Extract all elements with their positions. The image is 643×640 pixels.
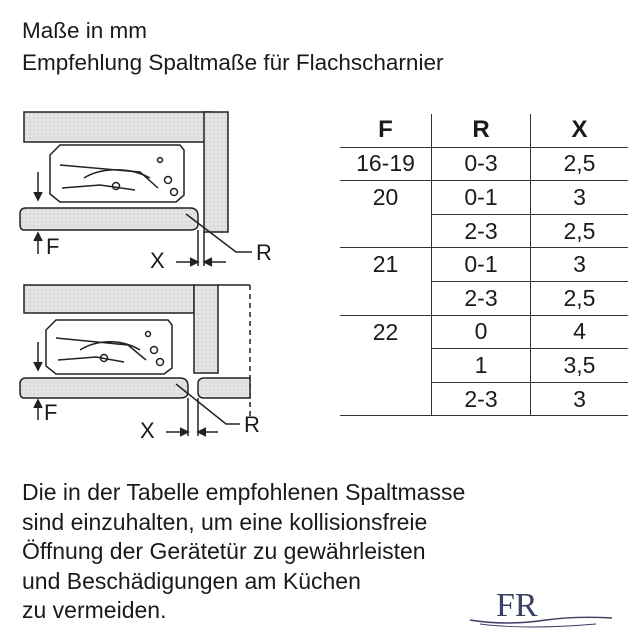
cell-r: 1 [432,349,531,383]
paragraph-line: und Beschädigungen am Küchen [22,567,361,594]
header-f: F [340,114,432,147]
instruction-paragraph [22,478,465,626]
label-x-bottom: X [140,418,155,443]
cell-r: 0-1 [432,181,531,215]
label-r-bottom: R [244,412,260,437]
adjacent-door [198,378,250,398]
table-row [340,281,628,315]
door-panel-bottom [20,378,188,398]
cell-f: 20 [340,181,432,215]
cell-r: 2-3 [432,281,531,315]
header-r: R [432,114,531,147]
heading-units: Maße in mm [22,18,148,43]
cell-x: 3 [531,382,629,416]
label-f-top: F [46,234,60,259]
header-x: X [531,114,629,147]
table-row [340,147,628,181]
paragraph-line: Öffnung der Gerätetür zu gewährleisten [22,538,426,564]
cabinet-side-panel [204,112,228,232]
cell-f: 21 [340,248,432,282]
cell-r: 0-3 [432,147,531,181]
label-f-bottom: F [44,400,58,425]
hinge-body [50,145,184,202]
cell-f [340,281,432,315]
cell-r: 2-3 [432,214,531,248]
cell-x: 2,5 [531,214,629,248]
table-row [340,214,628,248]
door-panel-top [20,208,198,230]
cell-x: 3 [531,181,629,215]
cabinet-side-panel-2 [194,285,218,373]
cell-f [340,214,432,248]
hinge-diagram [0,0,335,450]
table-row [340,181,628,215]
cell-x: 4 [531,315,629,349]
cell-x: 3,5 [531,349,629,383]
gap-dimension-table [340,114,628,416]
cell-f [340,382,432,416]
cell-r: 0-1 [432,248,531,282]
heading-recommendation: Empfehlung Spaltmaße für Flachscharnier [22,50,444,75]
label-r-top: R [256,240,272,265]
table-row [340,248,628,282]
table-row [340,349,628,383]
fr-logo [466,580,616,630]
cell-f: 16-19 [356,150,415,177]
table-header-row [340,114,628,147]
cabinet-top-panel-2 [24,285,194,313]
cell-r: 2-3 [432,382,531,416]
paragraph-line: Die in der Tabelle empfohlenen Spaltmasse [22,479,466,505]
cell-r: 0 [432,315,531,349]
logo-monogram: FR [496,587,538,624]
cell-f [340,349,432,383]
table-row [340,315,628,349]
cell-x: 3 [531,248,629,282]
cabinet-top-panel [24,112,210,142]
label-x-top: X [150,248,165,273]
paragraph-line: zu vermeiden. [22,597,167,623]
table-row [340,382,628,416]
cell-x: 2,5 [531,147,629,181]
cell-x: 2,5 [531,281,629,315]
cell-f: 22 [340,315,432,349]
paragraph-line: sind einzuhalten, um eine kollisionsfreie [22,508,428,535]
